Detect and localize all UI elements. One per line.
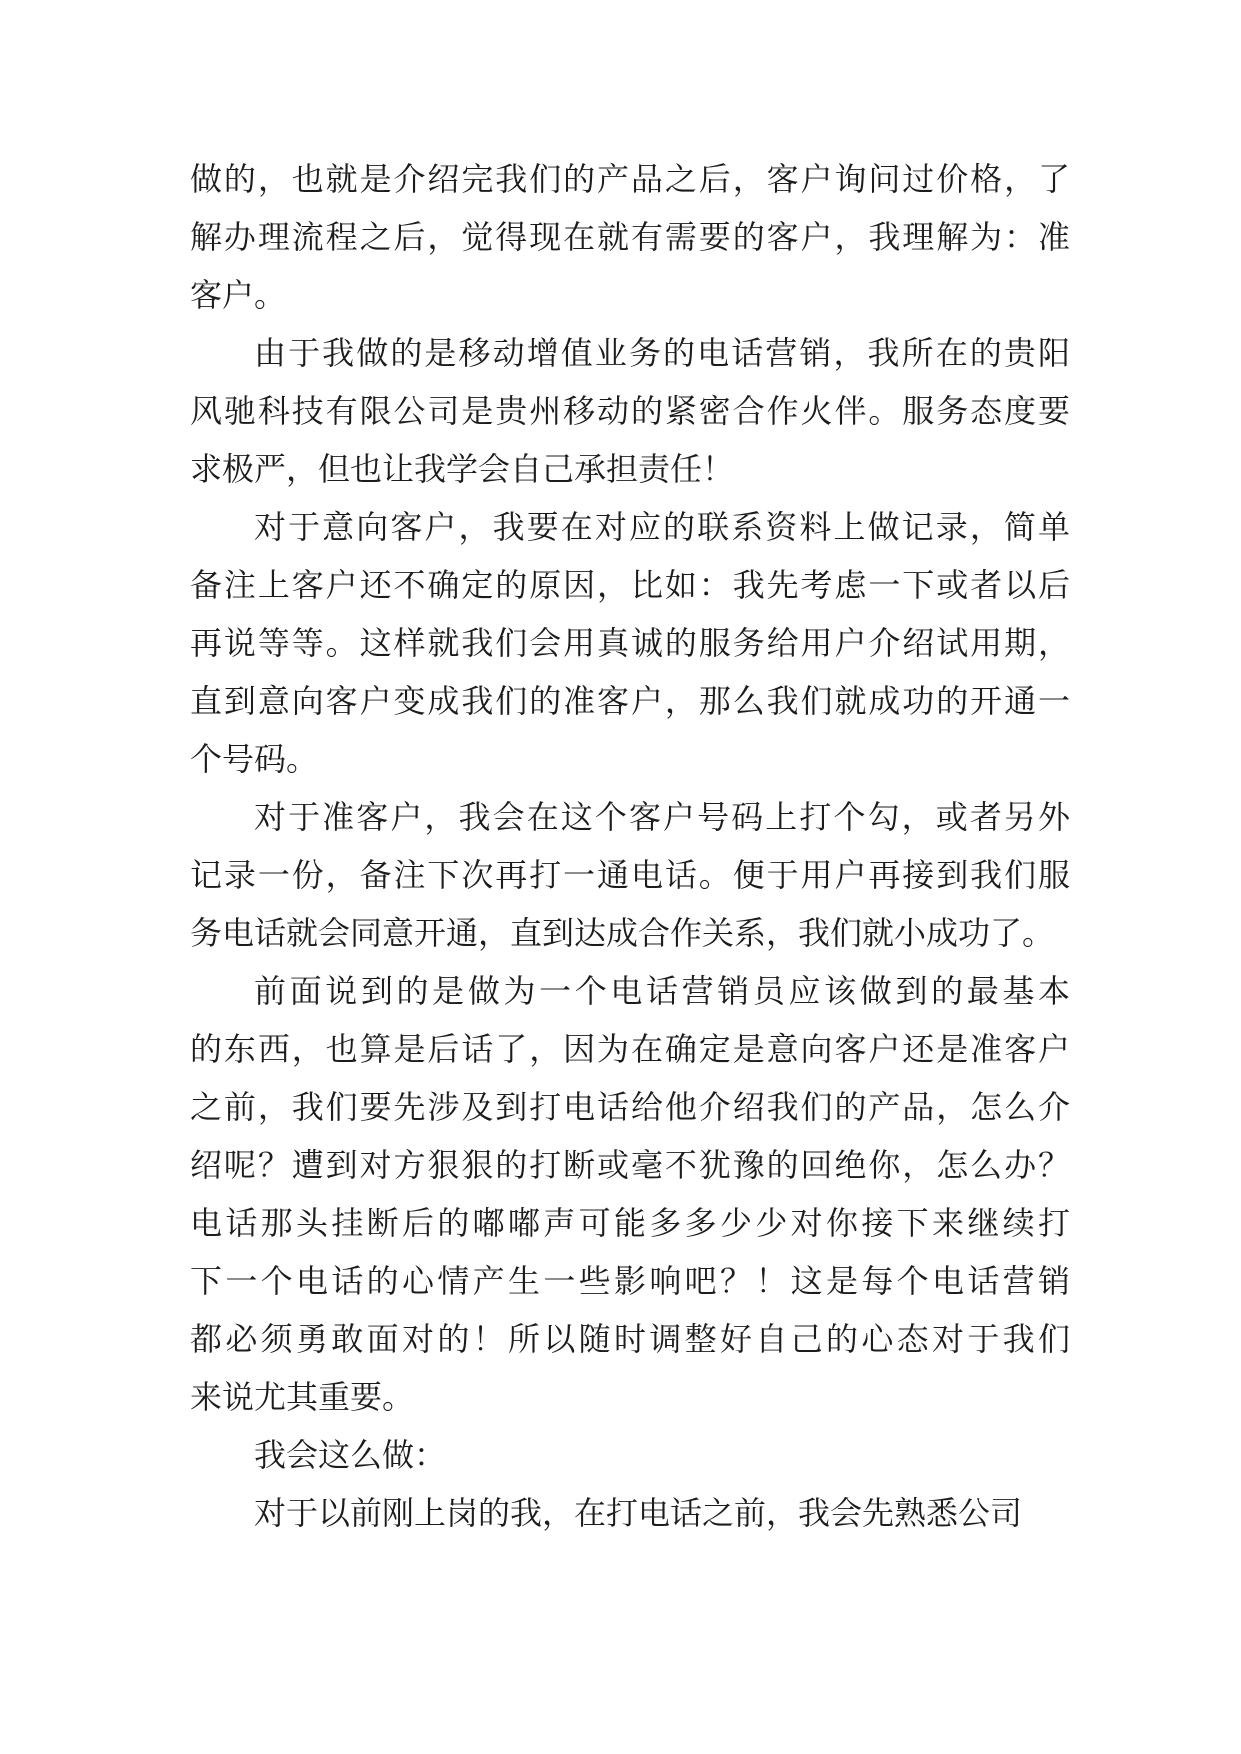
text-line: 前面说到的是做为一个电话营销员应该做到的最基本 [254, 972, 1070, 1010]
text-line: 做的，也就是介绍完我们的产品之后，客户询问过价格，了 [190, 160, 1070, 198]
paragraph [190, 1484, 1070, 1542]
text-line: 风驰科技有限公司是贵州移动的紧密合作火伴。服务态度要 [190, 392, 1070, 430]
text-line: 个号码。 [190, 740, 319, 778]
text-line: 务电话就会同意开通，直到达成合作关系，我们就小成功了。 [190, 914, 1055, 952]
text-line: 对于准客户，我会在这个客户号码上打个勾，或者另外 [254, 798, 1070, 836]
text-line: 求极严，但也让我学会自己承担责任！ [190, 450, 735, 488]
text-line: 都必须勇敢面对的！所以随时调整好自己的心态对于我们 [190, 1320, 1070, 1358]
paragraph [190, 1426, 1070, 1484]
text-line: 再说等等。这样就我们会用真诚的服务给用户介绍试用期， [190, 624, 1070, 662]
paragraph [190, 150, 1070, 324]
paragraph [190, 324, 1070, 498]
text-line: 备注上客户还不确定的原因，比如：我先考虑一下或者以后 [190, 566, 1070, 604]
paragraph [190, 498, 1070, 788]
text-line: 对于意向客户，我要在对应的联系资料上做记录，简单 [254, 508, 1070, 546]
text-line: 由于我做的是移动增值业务的电话营销，我所在的贵阳 [254, 334, 1070, 372]
text-line: 的东西，也算是后话了，因为在确定是意向客户还是准客户 [190, 1030, 1070, 1068]
document-body [190, 150, 1070, 1542]
text-line: 下一个电话的心情产生一些影响吧？！这是每个电话营销 [190, 1262, 1070, 1300]
text-line: 来说尤其重要。 [190, 1378, 415, 1416]
text-line: 对于以前刚上岗的我，在打电话之前，我会先熟悉公司 [254, 1494, 1023, 1532]
text-line: 记录一份，备注下次再打一通电话。便于用户再接到我们服 [190, 856, 1070, 894]
text-line: 解办理流程之后，觉得现在就有需要的客户，我理解为：准 [190, 218, 1070, 256]
text-line: 客户。 [190, 276, 287, 314]
text-line: 绍呢？遭到对方狠狠的打断或毫不犹豫的回绝你，怎么办？ [190, 1146, 1070, 1184]
paragraph [190, 962, 1070, 1426]
text-line: 直到意向客户变成我们的准客户，那么我们就成功的开通一 [190, 682, 1070, 720]
text-line: 之前，我们要先涉及到打电话给他介绍我们的产品，怎么介 [190, 1088, 1070, 1126]
text-line: 我会这么做： [254, 1436, 447, 1474]
paragraph [190, 788, 1070, 962]
text-line: 电话那头挂断后的嘟嘟声可能多多少少对你接下来继续打 [190, 1204, 1070, 1242]
